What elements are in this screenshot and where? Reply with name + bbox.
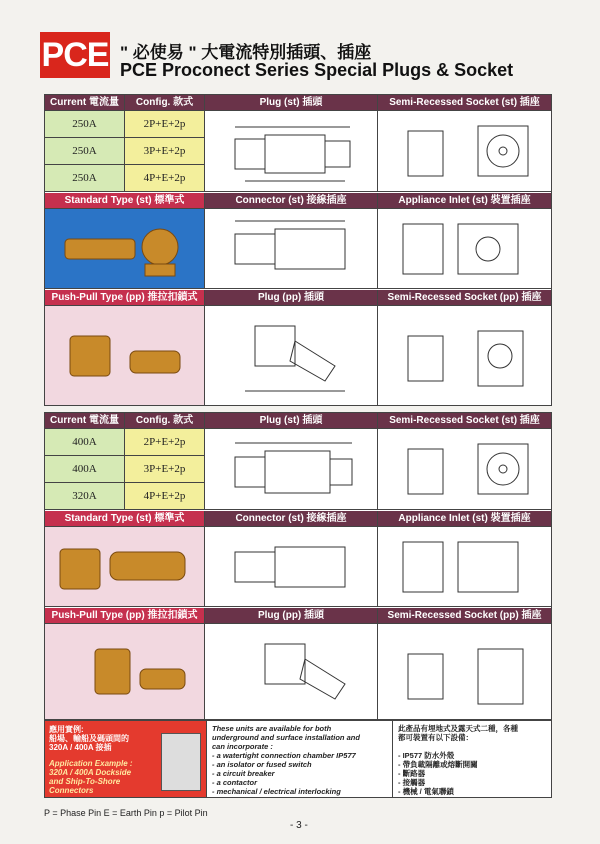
pce-logo: PCE: [40, 32, 110, 78]
units-description-zh: 此產品有埋地式及露天式二種，各種 都可裝置有以下設備： - IP577 防水外殼 - 帶負載隔離或熔斷開關 - 斷路器 - 接觸器 - 機械 / 電氣聯鎖: [398, 724, 518, 796]
config-cell: 2P+E+2p: [125, 111, 205, 138]
connector-drawing: [205, 527, 378, 607]
config-cell: 4P+E+2p: [125, 165, 205, 192]
col-plug: Plug (st) 插頭: [205, 95, 378, 111]
socket-pp-drawing: [378, 306, 551, 406]
socket-drawing: [378, 429, 551, 510]
push-pull-photo: [45, 624, 205, 720]
standard-type-label: Standard Type (st) 標準式: [45, 193, 205, 209]
application-example: [45, 721, 207, 797]
units-description: These units are available for both underground and surface installation and can incorporate : - a watertight connection chamber IP577 - an isolator or fused switch - a circuit breaker - a contactor - mechanical / electrical interlocking: [207, 721, 393, 797]
inlet-label: Appliance Inlet (st) 裝置插座: [378, 193, 551, 209]
standard-type-photo: [45, 527, 205, 607]
dockside-unit-image: [161, 733, 201, 791]
col-current: Current 電流量: [45, 95, 125, 111]
current-cell: 400A: [45, 456, 125, 483]
pin-legend: P = Phase Pin E = Earth Pin p = Pilot Pin: [44, 808, 208, 818]
col-config: Config. 款式: [125, 413, 205, 429]
standard-type-photo: [45, 209, 205, 289]
socket-pp-label: Semi-Recessed Socket (pp) 插座: [378, 290, 551, 306]
plug-drawing: [205, 429, 378, 510]
title-chinese: " 必使易 " 大電流特別插頭、插座: [120, 43, 372, 62]
col-socket: Semi-Recessed Socket (st) 插座: [378, 95, 551, 111]
plug-pp-drawing: [205, 306, 378, 406]
application-footer: [44, 720, 552, 798]
application-en: Application Example : 320A / 400A Dockside and Ship-To-Shore Connectors: [49, 759, 133, 795]
inlet-drawing: [378, 209, 551, 289]
standard-type-label: Standard Type (st) 標準式: [45, 511, 205, 527]
page-header: [40, 32, 560, 82]
plug-pp-label: Plug (pp) 插頭: [205, 290, 378, 306]
socket-pp-label: Semi-Recessed Socket (pp) 插座: [378, 608, 551, 624]
current-cell: 250A: [45, 138, 125, 165]
connector-label: Connector (st) 接線插座: [205, 193, 378, 209]
col-config: Config. 款式: [125, 95, 205, 111]
config-cell: 4P+E+2p: [125, 483, 205, 510]
section-250a: [44, 94, 552, 406]
plug-pp-label: Plug (pp) 插頭: [205, 608, 378, 624]
push-pull-type-label: Push-Pull Type (pp) 推拉扣鎖式: [45, 290, 205, 306]
inlet-label: Appliance Inlet (st) 裝置插座: [378, 511, 551, 527]
push-pull-type-label: Push-Pull Type (pp) 推拉扣鎖式: [45, 608, 205, 624]
current-cell: 250A: [45, 165, 125, 192]
connector-label: Connector (st) 接線插座: [205, 511, 378, 527]
config-cell: 3P+E+2p: [125, 456, 205, 483]
application-zh: 應用實例: 船場、輸船及碼頭間的 320A / 400A 接插: [49, 725, 129, 752]
col-plug: Plug (st) 插頭: [205, 413, 378, 429]
current-cell: 400A: [45, 429, 125, 456]
push-pull-photo: [45, 306, 205, 406]
plug-pp-drawing: [205, 624, 378, 720]
page-number: - 3 -: [290, 820, 308, 831]
current-cell: 250A: [45, 111, 125, 138]
col-socket: Semi-Recessed Socket (st) 插座: [378, 413, 551, 429]
inlet-drawing: [378, 527, 551, 607]
section-400a: [44, 412, 552, 720]
config-cell: 2P+E+2p: [125, 429, 205, 456]
plug-drawing: [205, 111, 378, 192]
current-cell: 320A: [45, 483, 125, 510]
socket-pp-drawing: [378, 624, 551, 720]
connector-drawing: [205, 209, 378, 289]
config-cell: 3P+E+2p: [125, 138, 205, 165]
col-current: Current 電流量: [45, 413, 125, 429]
title-english: PCE Proconect Series Special Plugs & Socket: [120, 60, 514, 80]
socket-drawing: [378, 111, 551, 192]
